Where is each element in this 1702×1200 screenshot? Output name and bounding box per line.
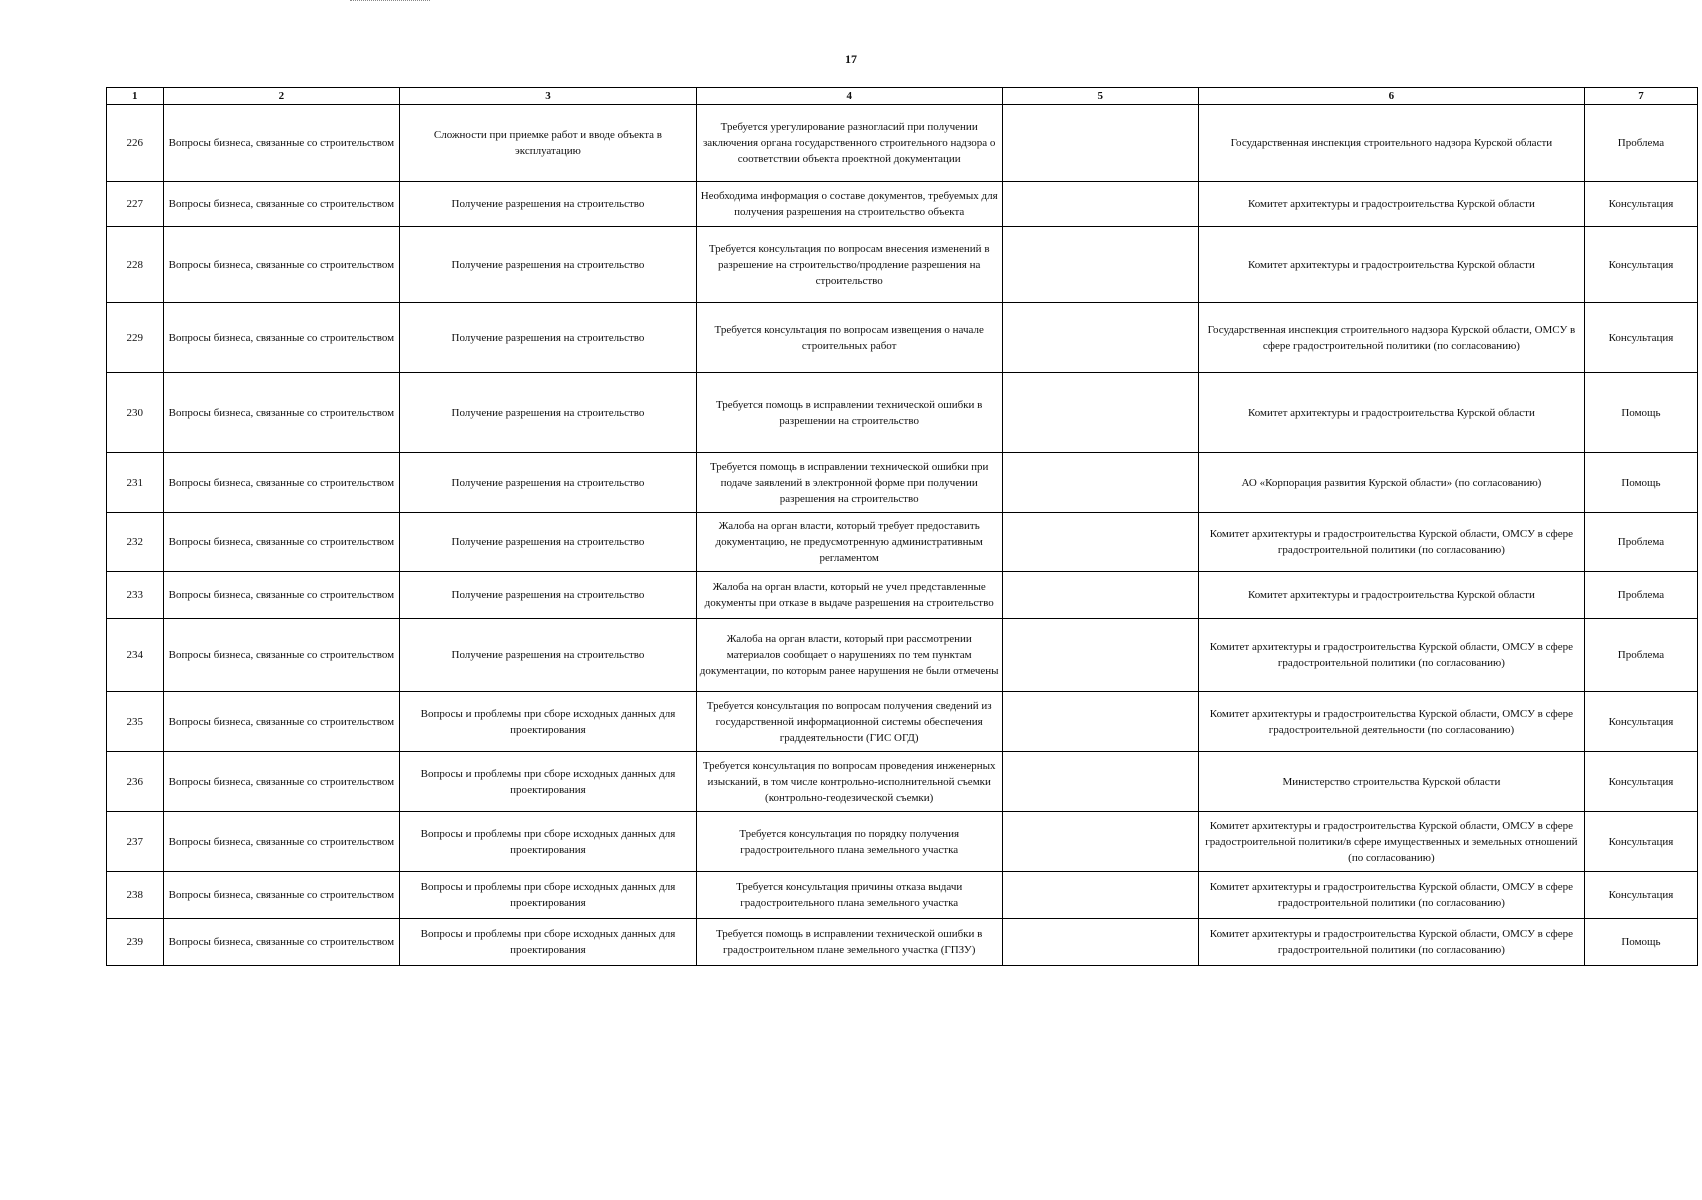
authority-cell: АО «Корпорация развития Курской области» (по согласованию) <box>1198 453 1584 513</box>
table-row <box>107 453 1698 513</box>
category-cell: Вопросы бизнеса, связанные со строительством <box>163 105 400 182</box>
description-cell: Необходима информация о составе документов, требуемых для получения разрешения на строительство объекта <box>696 182 1002 227</box>
authority-cell: Комитет архитектуры и градостроительства Курской области, ОМСУ в сфере градостроительной политики (по согласованию) <box>1198 619 1584 692</box>
request-type-cell: Консультация <box>1584 812 1697 872</box>
authority-cell: Комитет архитектуры и градостроительства Курской области, ОМСУ в сфере градостроительной деятельности (по согласованию) <box>1198 692 1584 752</box>
column-header-5: 5 <box>1002 88 1198 105</box>
description-cell: Жалоба на орган власти, который не учел представленные документы при отказе в выдаче разрешения на строительство <box>696 572 1002 619</box>
table-header <box>107 88 1698 105</box>
table-row <box>107 182 1698 227</box>
row-number: 230 <box>107 373 164 453</box>
row-number: 235 <box>107 692 164 752</box>
category-cell: Вопросы бизнеса, связанные со строительством <box>163 453 400 513</box>
description-cell: Требуется помощь в исправлении технической ошибки при подаче заявлений в электронной форме при получении разрешения на строительство <box>696 453 1002 513</box>
table-body <box>107 105 1698 966</box>
category-cell: Вопросы бизнеса, связанные со строительством <box>163 227 400 303</box>
empty-cell <box>1002 453 1198 513</box>
description-cell: Требуется консультация по вопросам получения сведений из государственной информационной системы обеспечения граддеятельности (ГИС ОГД) <box>696 692 1002 752</box>
request-type-cell: Помощь <box>1584 919 1697 966</box>
request-type-cell: Проблема <box>1584 619 1697 692</box>
table-row <box>107 812 1698 872</box>
row-number: 231 <box>107 453 164 513</box>
empty-cell <box>1002 182 1198 227</box>
topic-cell: Сложности при приемке работ и вводе объекта в эксплуатацию <box>400 105 696 182</box>
description-cell: Требуется урегулирование разногласий при получении заключения органа государственного строительного надзора о соответствии объекта проектной документации <box>696 105 1002 182</box>
empty-cell <box>1002 105 1198 182</box>
category-cell: Вопросы бизнеса, связанные со строительством <box>163 182 400 227</box>
table-row <box>107 692 1698 752</box>
request-type-cell: Консультация <box>1584 182 1697 227</box>
category-cell: Вопросы бизнеса, связанные со строительством <box>163 513 400 572</box>
table-row <box>107 303 1698 373</box>
category-cell: Вопросы бизнеса, связанные со строительством <box>163 303 400 373</box>
empty-cell <box>1002 227 1198 303</box>
category-cell: Вопросы бизнеса, связанные со строительством <box>163 812 400 872</box>
request-type-cell: Консультация <box>1584 692 1697 752</box>
category-cell: Вопросы бизнеса, связанные со строительством <box>163 572 400 619</box>
row-number: 238 <box>107 872 164 919</box>
authority-cell: Комитет архитектуры и градостроительства Курской области, ОМСУ в сфере градостроительной политики/в сфере имущественных и земельных отношений (по согласованию) <box>1198 812 1584 872</box>
request-type-cell: Помощь <box>1584 373 1697 453</box>
topic-cell: Вопросы и проблемы при сборе исходных данных для проектирования <box>400 752 696 812</box>
empty-cell <box>1002 752 1198 812</box>
empty-cell <box>1002 572 1198 619</box>
row-number: 226 <box>107 105 164 182</box>
request-type-cell: Проблема <box>1584 572 1697 619</box>
authority-cell: Государственная инспекция строительного надзора Курской области, ОМСУ в сфере градостроительной политики (по согласованию) <box>1198 303 1584 373</box>
description-cell: Требуется консультация по вопросам проведения инженерных изысканий, в том числе контрольно-исполнительной съемки (контрольно-геодезической съемки) <box>696 752 1002 812</box>
request-type-cell: Консультация <box>1584 227 1697 303</box>
authority-cell: Министерство строительства Курской области <box>1198 752 1584 812</box>
empty-cell <box>1002 919 1198 966</box>
topic-cell: Получение разрешения на строительство <box>400 182 696 227</box>
authority-cell: Комитет архитектуры и градостроительства Курской области <box>1198 227 1584 303</box>
description-cell: Требуется консультация по вопросам извещения о начале строительных работ <box>696 303 1002 373</box>
column-header-7: 7 <box>1584 88 1697 105</box>
category-cell: Вопросы бизнеса, связанные со строительством <box>163 373 400 453</box>
row-number: 239 <box>107 919 164 966</box>
column-header-6: 6 <box>1198 88 1584 105</box>
empty-cell <box>1002 303 1198 373</box>
topic-cell: Получение разрешения на строительство <box>400 619 696 692</box>
topic-cell: Вопросы и проблемы при сборе исходных данных для проектирования <box>400 812 696 872</box>
description-cell: Жалоба на орган власти, который требует предоставить документацию, не предусмотренную административным регламентом <box>696 513 1002 572</box>
table-row <box>107 227 1698 303</box>
row-number: 228 <box>107 227 164 303</box>
row-number: 233 <box>107 572 164 619</box>
topic-cell: Получение разрешения на строительство <box>400 227 696 303</box>
table-row <box>107 513 1698 572</box>
topic-cell: Получение разрешения на строительство <box>400 373 696 453</box>
row-number: 229 <box>107 303 164 373</box>
authority-cell: Комитет архитектуры и градостроительства Курской области <box>1198 373 1584 453</box>
authority-cell: Комитет архитектуры и градостроительства Курской области, ОМСУ в сфере градостроительной политики (по согласованию) <box>1198 513 1584 572</box>
request-type-cell: Проблема <box>1584 513 1697 572</box>
table-row <box>107 373 1698 453</box>
table-row <box>107 572 1698 619</box>
empty-cell <box>1002 872 1198 919</box>
category-cell: Вопросы бизнеса, связанные со строительством <box>163 752 400 812</box>
row-number: 227 <box>107 182 164 227</box>
table-row <box>107 872 1698 919</box>
table-row <box>107 919 1698 966</box>
description-cell: Требуется помощь в исправлении технической ошибки в разрешении на строительство <box>696 373 1002 453</box>
description-cell: Требуется консультация причины отказа выдачи градостроительного плана земельного участка <box>696 872 1002 919</box>
empty-cell <box>1002 619 1198 692</box>
category-cell: Вопросы бизнеса, связанные со строительством <box>163 919 400 966</box>
authority-cell: Комитет архитектуры и градостроительства Курской области, ОМСУ в сфере градостроительной политики (по согласованию) <box>1198 872 1584 919</box>
row-number: 237 <box>107 812 164 872</box>
authority-cell: Комитет архитектуры и градостроительства Курской области, ОМСУ в сфере градостроительной политики (по согласованию) <box>1198 919 1584 966</box>
category-cell: Вопросы бизнеса, связанные со строительством <box>163 619 400 692</box>
description-cell: Жалоба на орган власти, который при рассмотрении материалов сообщает о нарушениях по тем пунктам документации, по которым ранее нарушения не были отмечены <box>696 619 1002 692</box>
empty-cell <box>1002 812 1198 872</box>
request-type-cell: Консультация <box>1584 752 1697 812</box>
category-cell: Вопросы бизнеса, связанные со строительством <box>163 692 400 752</box>
header-row <box>107 88 1698 105</box>
column-header-2: 2 <box>163 88 400 105</box>
request-type-cell: Консультация <box>1584 872 1697 919</box>
authority-cell: Государственная инспекция строительного надзора Курской области <box>1198 105 1584 182</box>
topic-cell: Получение разрешения на строительство <box>400 303 696 373</box>
column-header-3: 3 <box>400 88 696 105</box>
request-type-cell: Помощь <box>1584 453 1697 513</box>
empty-cell <box>1002 373 1198 453</box>
empty-cell <box>1002 692 1198 752</box>
table-row <box>107 105 1698 182</box>
authority-cell: Комитет архитектуры и градостроительства Курской области <box>1198 572 1584 619</box>
description-cell: Требуется консультация по порядку получения градостроительного плана земельного участка <box>696 812 1002 872</box>
topic-cell: Получение разрешения на строительство <box>400 572 696 619</box>
category-cell: Вопросы бизнеса, связанные со строительством <box>163 872 400 919</box>
table-row <box>107 752 1698 812</box>
row-number: 232 <box>107 513 164 572</box>
topic-cell: Получение разрешения на строительство <box>400 513 696 572</box>
page-number: 17 <box>845 52 857 66</box>
scan-edge-mark <box>350 0 430 4</box>
description-cell: Требуется помощь в исправлении технической ошибки в градостроительном плане земельного участка (ГПЗУ) <box>696 919 1002 966</box>
table-row <box>107 619 1698 692</box>
request-type-cell: Консультация <box>1584 303 1697 373</box>
row-number: 236 <box>107 752 164 812</box>
registry-table <box>106 87 1698 966</box>
topic-cell: Получение разрешения на строительство <box>400 453 696 513</box>
topic-cell: Вопросы и проблемы при сборе исходных данных для проектирования <box>400 919 696 966</box>
column-header-1: 1 <box>107 88 164 105</box>
topic-cell: Вопросы и проблемы при сборе исходных данных для проектирования <box>400 692 696 752</box>
empty-cell <box>1002 513 1198 572</box>
request-type-cell: Проблема <box>1584 105 1697 182</box>
column-header-4: 4 <box>696 88 1002 105</box>
authority-cell: Комитет архитектуры и градостроительства Курской области <box>1198 182 1584 227</box>
row-number: 234 <box>107 619 164 692</box>
description-cell: Требуется консультация по вопросам внесения изменений в разрешение на строительство/продление разрешения на строительство <box>696 227 1002 303</box>
topic-cell: Вопросы и проблемы при сборе исходных данных для проектирования <box>400 872 696 919</box>
